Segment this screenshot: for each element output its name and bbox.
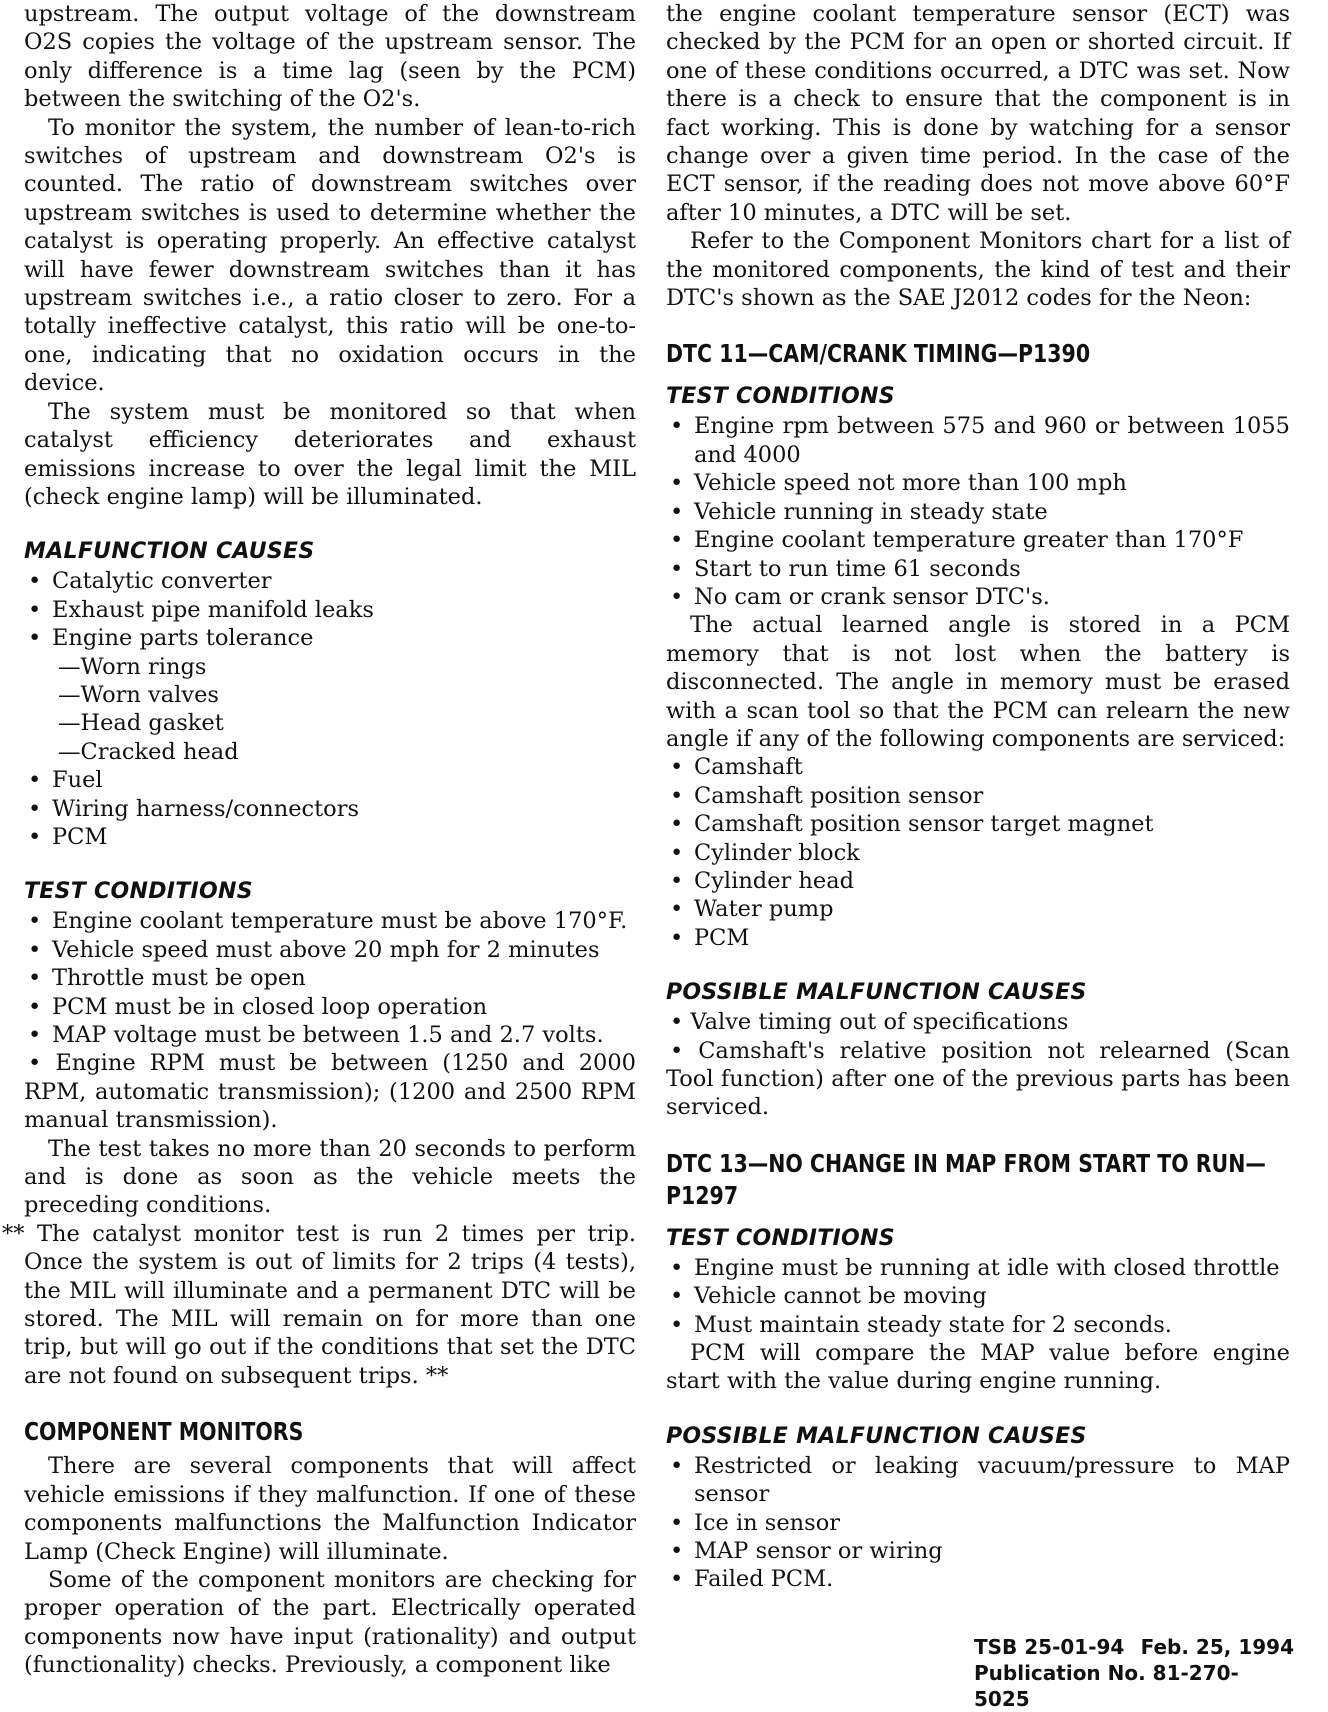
- tsb-number: TSB 25-01-94: [974, 1635, 1125, 1659]
- list-item: • Vehicle running in steady state: [666, 498, 1290, 526]
- list-item: • Vehicle speed not more than 100 mph: [666, 469, 1290, 497]
- publication-number: Publication No. 81-270-5025: [974, 1661, 1239, 1711]
- list-item: • Engine parts tolerance: [24, 624, 636, 652]
- list-item: • Catalytic converter: [24, 567, 636, 595]
- dtc13-causes-list: [666, 1452, 1290, 1594]
- paragraph: • Valve timing out of specifications: [670, 1009, 1069, 1036]
- paragraph: Refer to the Component Monitors chart for a list of the monitored components, the kind of test and their DTC's shown as the SAE J2012 codes for the Neon:: [666, 228, 1290, 312]
- dtc11-causes-heading: POSSIBLE MALFUNCTION CAUSES: [666, 980, 1087, 1006]
- paragraph: the engine coolant temperature sensor (ECT) was checked by the PCM for an open or shorted circuit. If one of these conditions occurred, a DTC was set. Now there is a check to ensure that the component is in fact working. This is done by watching for a sensor change over a given time period. In the case of the ECT sensor, if the reading does not move above 60°F after 10 minutes, a DTC will be set.: [666, 1, 1290, 226]
- paragraph: PCM will compare the MAP value before engine start with the value during engine running.: [666, 1340, 1290, 1395]
- dtc13-test-conditions-list: [666, 1254, 1290, 1339]
- list-item: • PCM: [666, 924, 1290, 952]
- dtc11-test-conditions-list: [666, 412, 1290, 611]
- stars-open: **: [2, 1220, 25, 1247]
- list-item: • Exhaust pipe manifold leaks: [24, 596, 636, 624]
- sub-list-item: —Worn valves: [58, 681, 219, 708]
- list-item: • Start to run time 61 seconds: [666, 555, 1290, 583]
- stars-close: **: [425, 1362, 449, 1389]
- dtc11-test-conditions-heading: TEST CONDITIONS: [666, 384, 895, 410]
- list-item: • Camshaft position sensor: [666, 782, 1290, 810]
- paragraph: The actual learned angle is stored in a PCM memory that is not lost when the battery is disconnected. The angle in memory must be erased with a scan tool so that the PCM can relearn the new angle if any of the following components are serviced:: [666, 612, 1290, 752]
- left-column: [2, 0, 637, 1680]
- dtc11-heading: DTC 11—CAM/CRANK TIMING—P1390: [666, 339, 1091, 369]
- sub-list-item: —Head gasket: [58, 710, 224, 737]
- right-column: [666, 0, 1290, 1594]
- list-item: • PCM: [24, 823, 636, 851]
- list-item: • Vehicle speed must above 20 mph for 2 minutes: [24, 936, 636, 964]
- tsb-date: Feb. 25, 1994: [1140, 1635, 1294, 1659]
- starred-text: The catalyst monitor test is run 2 times per trip. Once the system is out of limits for 2 trips (4 tests), the MIL will illuminate and a permanent DTC will be stored. The MIL will remain on for more than one trip, but will go out if the conditions that set the DTC are not found on subsequent trips.: [24, 1220, 637, 1389]
- list-item: • Cylinder block: [666, 839, 1290, 867]
- paragraph: To monitor the system, the number of lean-to-rich switches of upstream and downstream O2's is counted. The ratio of downstream switches over upstream switches is used to determine whether the catalyst is operating properly. An effective catalyst will have fewer downstream switches than it has upstream switches i.e., a ratio closer to zero. For a totally ineffective catalyst, this ratio will be one-to-one, indicating that no oxidation occurs in the device.: [24, 114, 636, 397]
- list-item: • Water pump: [666, 895, 1290, 923]
- list-item: • Engine must be running at idle with closed throttle: [666, 1254, 1290, 1282]
- list-item: • Ice in sensor: [666, 1509, 1290, 1537]
- list-item: • PCM must be in closed loop operation: [24, 993, 636, 1021]
- list-item: • Cylinder head: [666, 867, 1290, 895]
- malfunction-causes-heading: MALFUNCTION CAUSES: [24, 539, 315, 565]
- paragraph-starred: [2, 1220, 637, 1390]
- sub-list-item: —Worn rings: [58, 653, 207, 680]
- list-item: • Throttle must be open: [24, 964, 636, 992]
- paragraph: upstream. The output voltage of the downstream O2S copies the voltage of the upstream sensor. The only difference is a time lag (seen by the PCM) between the switching of the O2's.: [24, 1, 636, 113]
- list-item: • No cam or crank sensor DTC's.: [666, 583, 1290, 611]
- dtc13-causes-heading: POSSIBLE MALFUNCTION CAUSES: [666, 1423, 1087, 1449]
- list-item: • Engine coolant temperature must be above 170°F.: [24, 907, 636, 935]
- list-item: • Engine rpm between 575 and 960 or between 1055 and 4000: [666, 412, 1290, 469]
- test-conditions-heading: TEST CONDITIONS: [24, 879, 253, 905]
- list-item: • Vehicle cannot be moving: [666, 1282, 1290, 1310]
- list-item: • Camshaft: [666, 753, 1290, 781]
- list-item: • Restricted or leaking vacuum/pressure to MAP sensor: [666, 1452, 1290, 1509]
- paragraph: • Camshaft's relative position not relearned (Scan Tool function) after one of the previous parts has been serviced.: [666, 1037, 1290, 1121]
- list-item: • MAP voltage must be between 1.5 and 2.7 volts.: [24, 1021, 636, 1049]
- dtc11-components-list: [666, 753, 1290, 952]
- page-footer: [974, 1634, 1294, 1712]
- malfunction-causes-list: [24, 567, 636, 851]
- sub-list-item: —Cracked head: [58, 738, 239, 765]
- paragraph: Some of the component monitors are checking for proper operation of the part. Electrically operated components now have input (rationality) and output (functionality) checks. Previously, a component like: [24, 1566, 636, 1679]
- list-item: • Must maintain steady state for 2 seconds.: [666, 1311, 1290, 1339]
- paragraph: • Engine RPM must be between (1250 and 2000 RPM, automatic transmission); (1200 and 2500 RPM manual transmission).: [24, 1050, 636, 1134]
- test-conditions-list: [24, 907, 636, 1049]
- paragraph: The system must be monitored so that when catalyst efficiency deteriorates and exhaust emissions increase to over the legal limit the MIL (check engine lamp) will be illuminated.: [24, 398, 636, 510]
- paragraph: The test takes no more than 20 seconds to perform and is done as soon as the vehicle meets the preceding conditions.: [24, 1135, 636, 1219]
- dtc13-test-conditions-heading: TEST CONDITIONS: [666, 1225, 895, 1251]
- list-item: • Engine coolant temperature greater than 170°F: [666, 526, 1290, 554]
- list-item: • Fuel: [24, 766, 636, 794]
- list-item: • MAP sensor or wiring: [666, 1537, 1290, 1565]
- list-item: • Wiring harness/connectors: [24, 795, 636, 823]
- dtc13-heading: DTC 13—NO CHANGE IN MAP FROM START TO RUN— P1297: [666, 1148, 1266, 1210]
- paragraph: There are several components that will affect vehicle emissions if they malfunction. If one of these components malfunctions the Malfunction Indicator Lamp (Check Engine) will illuminate.: [24, 1453, 636, 1565]
- list-item: • Camshaft position sensor target magnet: [666, 810, 1290, 838]
- list-item: • Failed PCM.: [666, 1565, 1290, 1593]
- component-monitors-heading: COMPONENT MONITORS: [24, 1417, 304, 1447]
